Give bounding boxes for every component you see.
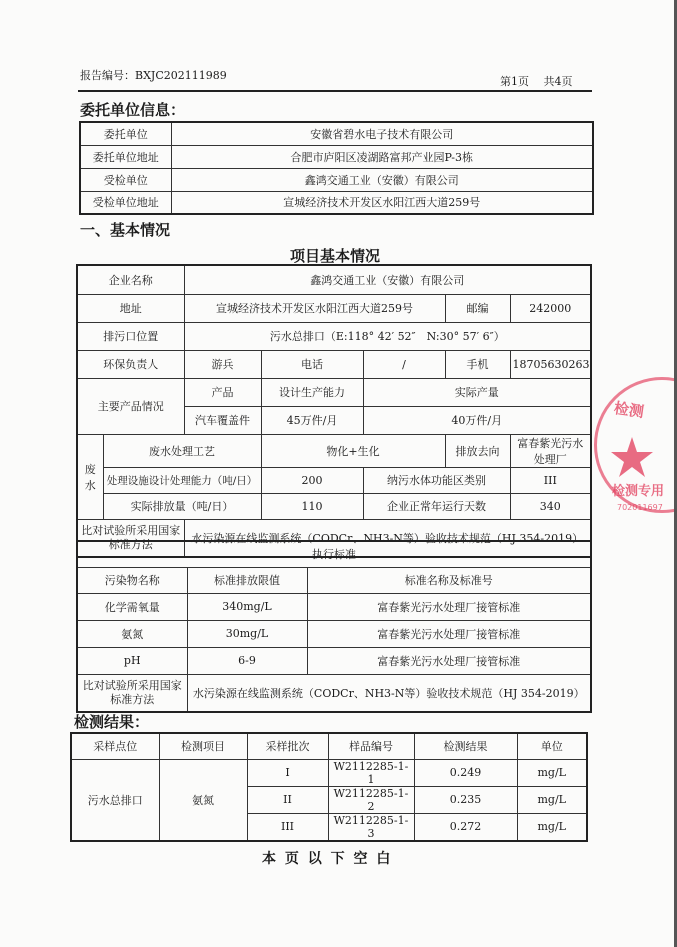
res-header-sample: 样品编号 [328, 733, 414, 759]
seal-serial: 702011697 [617, 503, 663, 512]
res-unit: mg/L [517, 786, 587, 813]
water-class-label: 纳污水体功能区类别 [363, 467, 510, 493]
phone-value: / [363, 350, 445, 378]
design-capacity-value: 200 [261, 467, 363, 493]
product-section-label: 主要产品情况 [77, 378, 184, 434]
client-label: 委托单位 [80, 122, 171, 145]
basic-section-title: 一、基本情况 [80, 221, 171, 239]
seal-star-icon [610, 436, 654, 478]
std-row-name: 化学需氧量 [77, 593, 187, 620]
std-row-limit: 30mg/L [187, 620, 307, 647]
postcode-label: 邮编 [445, 294, 510, 322]
process-label: 废水处理工艺 [103, 434, 261, 467]
inspected-address-label: 受检单位地址 [80, 191, 171, 214]
res-sample: W2112285-1-1 [328, 759, 414, 786]
res-batch: I [247, 759, 328, 786]
run-days-label: 企业正常年运行天数 [363, 493, 510, 519]
std-row-standard: 富春紫光污水处理厂接管标准 [307, 647, 591, 674]
seal-bottom-text: 检测专用 [612, 484, 665, 499]
std-header-standard: 标准名称及标准号 [307, 567, 591, 593]
res-header-unit: 单位 [517, 733, 587, 759]
client-value: 安徽省碧水电子技术有限公司 [171, 122, 593, 145]
seal-top-text: 检测 [612, 398, 646, 421]
process-value: 物化+生化 [261, 434, 445, 467]
std-header-name: 污染物名称 [77, 567, 187, 593]
res-batch: II [247, 786, 328, 813]
inspected-address-value: 宣城经济技术开发区水阳江西大道259号 [171, 191, 593, 214]
address-label: 地址 [77, 294, 184, 322]
actual-output-value: 40万件/月 [363, 406, 591, 434]
results-table [70, 732, 588, 842]
page-info: 第1页 共4页 [500, 75, 573, 88]
wastewater-label: 废水 [77, 434, 103, 519]
blank-below-notice: 本 页 以 下 空 白 [262, 851, 393, 867]
env-person-label: 环保负责人 [77, 350, 184, 378]
actual-discharge-value: 110 [261, 493, 363, 519]
std-row-standard: 富春紫光污水处理厂接管标准 [307, 620, 591, 647]
outlet-label: 排污口位置 [77, 322, 184, 350]
res-unit: mg/L [517, 759, 587, 786]
project-basic-table [76, 264, 592, 558]
standards-title: 执行标准 [77, 541, 591, 567]
report-number: 报告编号：BXJC202111989 [80, 69, 227, 82]
outlet-value: 污水总排口（E:118° 42′ 52″ N:30° 57′ 6″） [184, 322, 591, 350]
res-header-batch: 采样批次 [247, 733, 328, 759]
client-address-value: 合肥市庐阳区凌湖路富邦产业园P-3栋 [171, 145, 593, 168]
results-title: 检测结果： [74, 713, 150, 731]
std-method-value: 水污染源在线监测系统（CODCr、NH3-N等）验收技术规范（HJ 354-2019） [187, 674, 591, 712]
water-class-value: III [510, 467, 591, 493]
mobile-value: 18705630263 [510, 350, 591, 378]
std-header-limit: 标准排放限值 [187, 567, 307, 593]
res-unit: mg/L [517, 813, 587, 841]
res-value: 0.272 [414, 813, 517, 841]
design-capacity-label: 处理设施设计处理能力（吨/日） [103, 467, 261, 493]
mobile-label: 手机 [445, 350, 510, 378]
company-value: 鑫鸿交通工业（安徽）有限公司 [184, 265, 591, 294]
phone-label: 电话 [261, 350, 363, 378]
postcode-value: 242000 [510, 294, 591, 322]
client-info-table [79, 121, 594, 215]
product-value: 汽车覆盖件 [184, 406, 261, 434]
method-value: 水污染源在线监测系统（CODCr、NH3-N等）验收技术规范（HJ 354-2019） [184, 519, 591, 557]
res-header-item: 检测项目 [159, 733, 247, 759]
std-row-name: pH [77, 647, 187, 674]
res-value: 0.235 [414, 786, 517, 813]
discharge-to-label: 排放去向 [445, 434, 510, 467]
basic-table-title: 项目基本情况 [290, 247, 381, 265]
std-row-standard: 富春紫光污水处理厂接管标准 [307, 593, 591, 620]
res-value: 0.249 [414, 759, 517, 786]
res-item: 氨氮 [159, 759, 247, 841]
company-label: 企业名称 [77, 265, 184, 294]
actual-output-label: 实际产量 [363, 378, 591, 406]
res-header-point: 采样点位 [71, 733, 159, 759]
discharge-to-value: 富春紫光污水处理厂 [510, 434, 591, 467]
std-row-limit: 6-9 [187, 647, 307, 674]
method-label: 比对试验所采用国家标准方法 [77, 519, 184, 557]
run-days-value: 340 [510, 493, 591, 519]
client-address-label: 委托单位地址 [80, 145, 171, 168]
inspected-value: 鑫鸿交通工业（安徽）有限公司 [171, 168, 593, 191]
address-value: 宣城经济技术开发区水阳江西大道259号 [184, 294, 445, 322]
res-sample: W2112285-1-2 [328, 786, 414, 813]
res-point: 污水总排口 [71, 759, 159, 841]
res-header-result: 检测结果 [414, 733, 517, 759]
res-sample: W2112285-1-3 [328, 813, 414, 841]
inspected-label: 受检单位 [80, 168, 171, 191]
client-info-title: 委托单位信息： [80, 101, 186, 119]
standards-table [76, 540, 592, 713]
header-rule [78, 90, 592, 92]
capacity-value: 45万件/月 [261, 406, 363, 434]
res-batch: III [247, 813, 328, 841]
actual-discharge-label: 实际排放量（吨/日） [103, 493, 261, 519]
std-row-limit: 340mg/L [187, 593, 307, 620]
std-row-name: 氨氮 [77, 620, 187, 647]
product-label: 产品 [184, 378, 261, 406]
capacity-label: 设计生产能力 [261, 378, 363, 406]
std-method-label: 比对试验所采用国家标准方法 [77, 674, 187, 712]
env-person-value: 游兵 [184, 350, 261, 378]
